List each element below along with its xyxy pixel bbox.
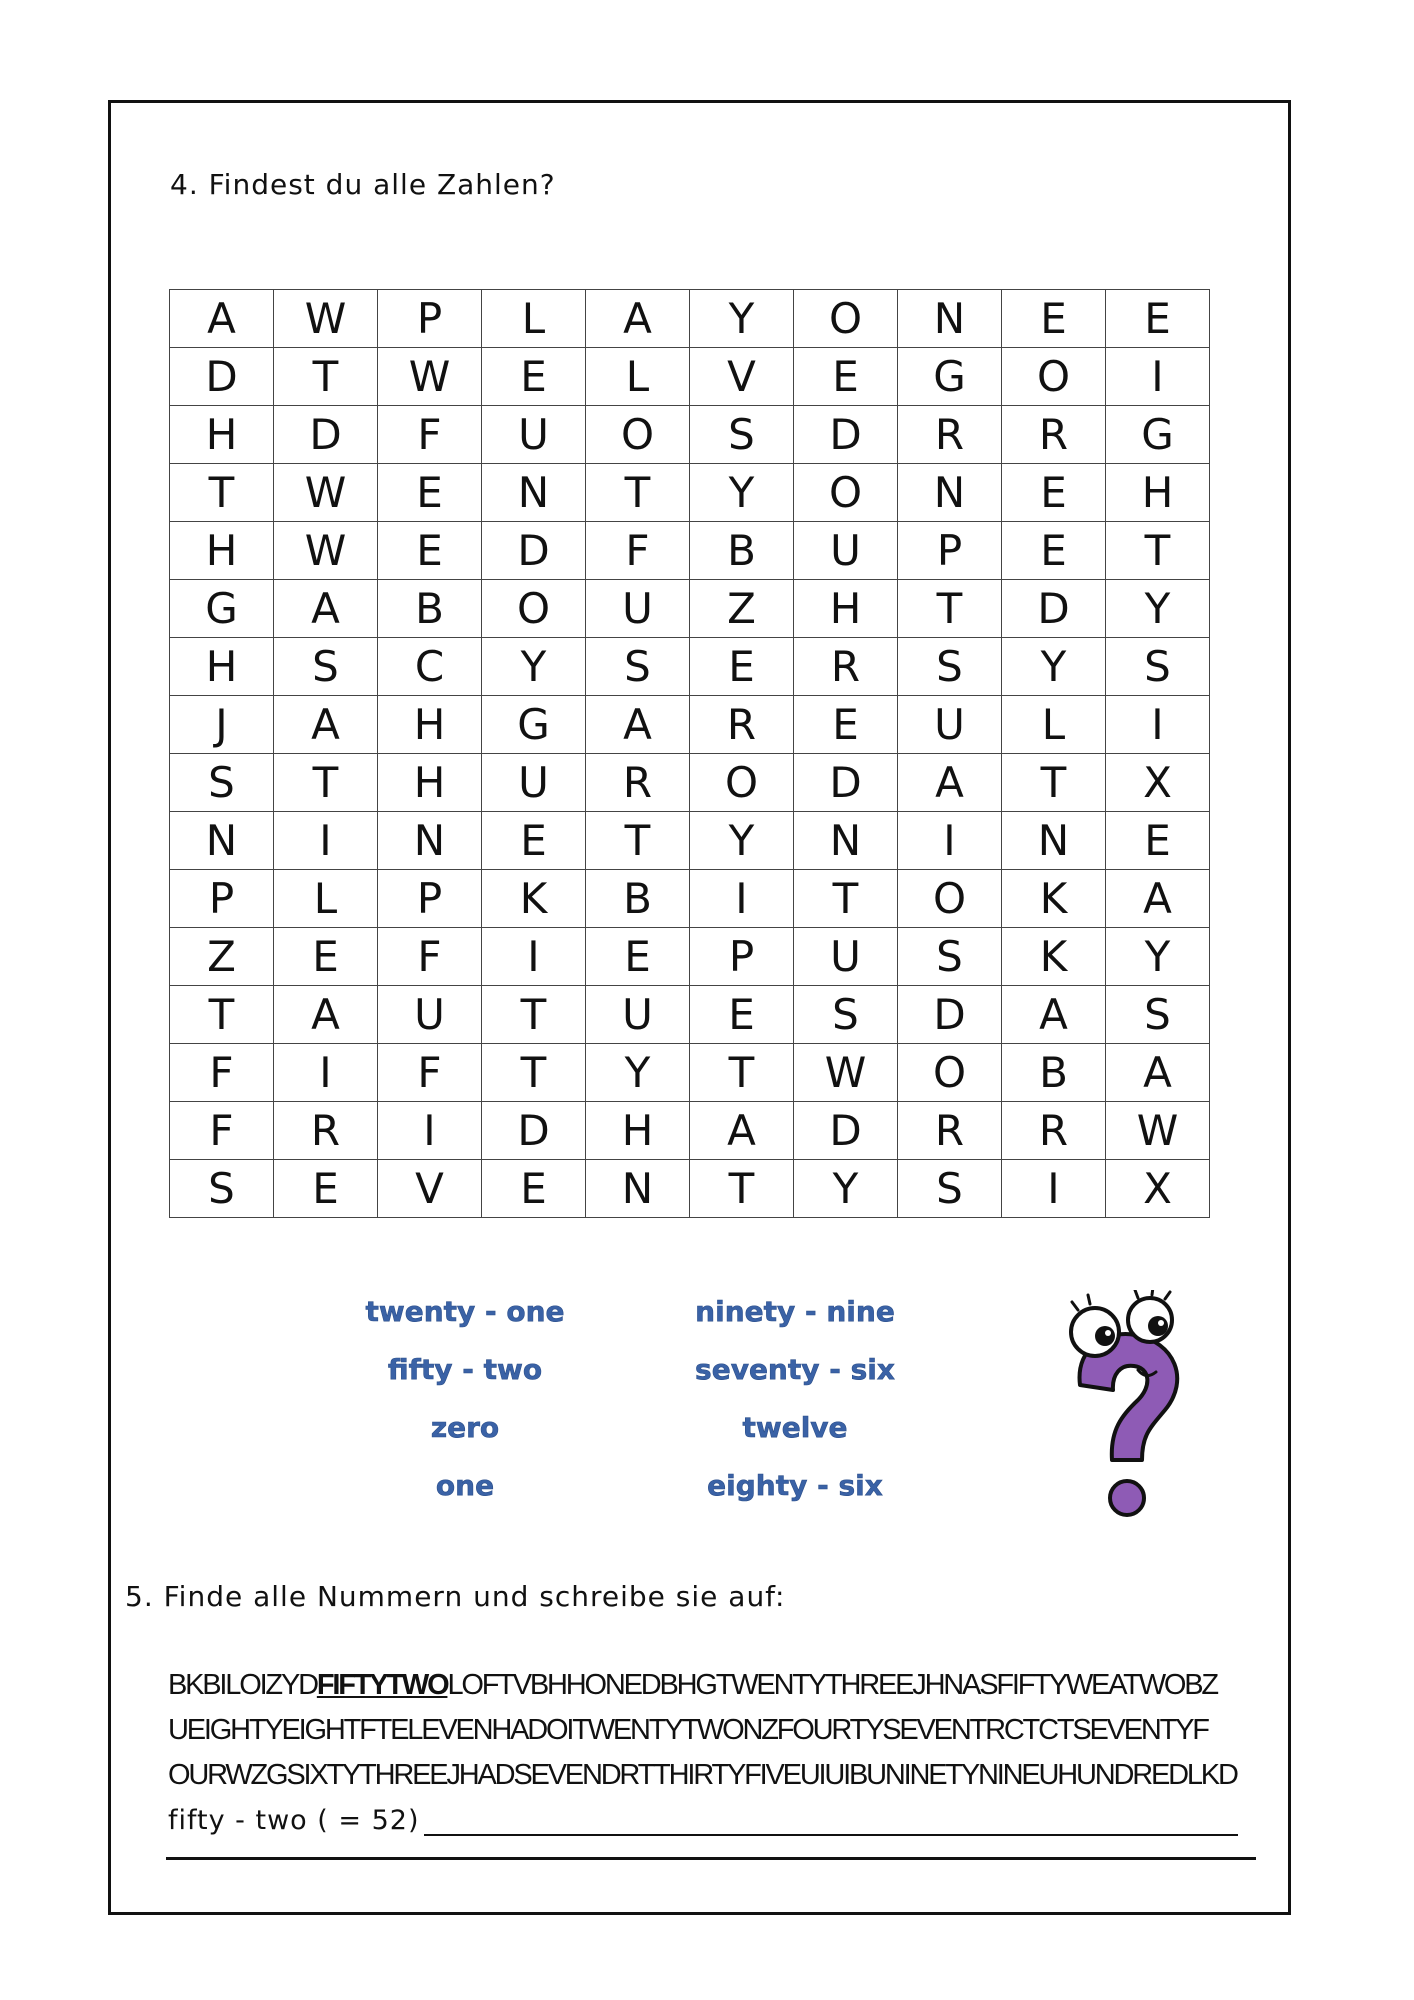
grid-cell[interactable]: N (482, 464, 586, 522)
grid-cell[interactable]: U (586, 986, 690, 1044)
grid-cell[interactable]: D (274, 406, 378, 464)
grid-cell[interactable]: R (690, 696, 794, 754)
grid-cell[interactable]: R (898, 1102, 1002, 1160)
grid-row (170, 754, 1210, 812)
grid-cell[interactable]: R (274, 1102, 378, 1160)
grid-cell[interactable]: T (274, 348, 378, 406)
word-list-right (665, 1283, 925, 1515)
grid-cell[interactable]: A (274, 696, 378, 754)
grid-cell[interactable]: T (794, 870, 898, 928)
grid-cell[interactable]: E (482, 812, 586, 870)
grid-cell[interactable]: E (274, 928, 378, 986)
grid-cell[interactable]: L (274, 870, 378, 928)
grid-cell[interactable]: A (586, 290, 690, 348)
grid-cell[interactable]: S (1106, 638, 1210, 696)
grid-cell[interactable]: G (482, 696, 586, 754)
grid-cell[interactable]: I (898, 812, 1002, 870)
grid-cell[interactable]: T (1002, 754, 1106, 812)
grid-cell[interactable]: E (1002, 290, 1106, 348)
grid-cell[interactable]: F (378, 406, 482, 464)
grid-cell[interactable]: T (482, 986, 586, 1044)
puzzle-line-2: UEIGHTYEIGHTFTELEVENHADOITWENTYTWONZFOURTYSEVENTRCTCTSEVENTYF (168, 1714, 1208, 1746)
grid-cell[interactable]: X (1106, 1160, 1210, 1218)
grid-row (170, 406, 1210, 464)
grid-cell[interactable]: T (482, 1044, 586, 1102)
grid-cell[interactable]: E (794, 348, 898, 406)
grid-cell[interactable]: Y (690, 464, 794, 522)
grid-cell[interactable]: F (586, 522, 690, 580)
grid-cell[interactable]: N (586, 1160, 690, 1218)
grid-cell[interactable]: F (378, 928, 482, 986)
grid-cell[interactable]: R (1002, 406, 1106, 464)
grid-cell[interactable]: O (690, 754, 794, 812)
grid-cell[interactable]: N (170, 812, 274, 870)
grid-cell[interactable]: H (170, 638, 274, 696)
grid-cell[interactable]: N (898, 290, 1002, 348)
grid-cell[interactable]: L (1002, 696, 1106, 754)
grid-row (170, 638, 1210, 696)
grid-cell[interactable]: Y (690, 290, 794, 348)
answer-blank[interactable] (424, 1804, 1239, 1836)
grid-cell[interactable]: A (1002, 986, 1106, 1044)
grid-cell[interactable]: V (690, 348, 794, 406)
grid-cell[interactable]: H (1106, 464, 1210, 522)
grid-cell[interactable]: R (1002, 1102, 1106, 1160)
grid-cell[interactable]: U (482, 406, 586, 464)
grid-cell[interactable]: I (1002, 1160, 1106, 1218)
grid-row (170, 348, 1210, 406)
grid-cell[interactable]: T (170, 986, 274, 1044)
grid-cell[interactable]: P (170, 870, 274, 928)
word-to-find: seventy - six (695, 1353, 895, 1386)
grid-cell[interactable]: N (1002, 812, 1106, 870)
grid-cell[interactable]: W (274, 290, 378, 348)
grid-cell[interactable]: P (898, 522, 1002, 580)
grid-row (170, 290, 1210, 348)
grid-row (170, 580, 1210, 638)
grid-cell[interactable]: E (586, 928, 690, 986)
grid-cell[interactable]: G (170, 580, 274, 638)
grid-cell[interactable]: E (690, 638, 794, 696)
grid-cell[interactable]: R (898, 406, 1002, 464)
grid-cell[interactable]: E (482, 1160, 586, 1218)
grid-cell[interactable]: L (586, 348, 690, 406)
grid-cell[interactable]: O (898, 1044, 1002, 1102)
grid-cell[interactable]: X (1106, 754, 1210, 812)
grid-cell[interactable]: T (586, 464, 690, 522)
task-4-title: 4. Findest du alle Zahlen? (170, 168, 556, 201)
grid-cell[interactable]: K (1002, 928, 1106, 986)
grid-cell[interactable]: D (794, 1102, 898, 1160)
word-list-left (335, 1283, 595, 1515)
grid-cell[interactable]: Y (1106, 580, 1210, 638)
grid-cell[interactable]: O (898, 870, 1002, 928)
grid-cell[interactable]: S (170, 1160, 274, 1218)
puzzle-line-1 (168, 1663, 1248, 1708)
grid-cell[interactable]: D (794, 406, 898, 464)
grid-cell[interactable]: E (690, 986, 794, 1044)
grid-cell[interactable]: O (794, 464, 898, 522)
grid-cell[interactable]: E (378, 464, 482, 522)
grid-cell[interactable]: P (378, 290, 482, 348)
grid-cell[interactable]: G (1106, 406, 1210, 464)
grid-cell[interactable]: R (586, 754, 690, 812)
grid-cell[interactable]: B (586, 870, 690, 928)
word-to-find: eighty - six (707, 1469, 883, 1502)
word-to-find: twelve (742, 1411, 848, 1444)
grid-cell[interactable]: Y (482, 638, 586, 696)
grid-cell[interactable]: Z (170, 928, 274, 986)
grid-cell[interactable]: D (170, 348, 274, 406)
grid-row (170, 986, 1210, 1044)
grid-cell[interactable]: N (378, 812, 482, 870)
grid-cell[interactable]: Y (1002, 638, 1106, 696)
grid-cell[interactable]: S (898, 638, 1002, 696)
grid-cell[interactable]: D (482, 522, 586, 580)
grid-row (170, 464, 1210, 522)
grid-cell[interactable]: A (274, 580, 378, 638)
grid-cell[interactable]: A (1106, 870, 1210, 928)
grid-cell[interactable]: H (170, 522, 274, 580)
grid-cell[interactable]: H (378, 696, 482, 754)
grid-cell[interactable]: U (794, 928, 898, 986)
grid-cell[interactable]: D (1002, 580, 1106, 638)
grid-cell[interactable]: T (898, 580, 1002, 638)
grid-cell[interactable]: A (274, 986, 378, 1044)
grid-cell[interactable]: O (1002, 348, 1106, 406)
grid-cell[interactable]: E (482, 348, 586, 406)
grid-cell[interactable]: T (690, 1160, 794, 1218)
grid-cell[interactable]: K (1002, 870, 1106, 928)
grid-cell[interactable]: F (378, 1044, 482, 1102)
grid-cell[interactable]: N (898, 464, 1002, 522)
grid-cell[interactable]: O (586, 406, 690, 464)
task-5-title: 5. Finde alle Nummern und schreibe sie auf: (125, 1580, 786, 1613)
grid-cell[interactable]: A (170, 290, 274, 348)
grid-row (170, 1160, 1210, 1218)
grid-cell[interactable]: W (1106, 1102, 1210, 1160)
grid-row (170, 522, 1210, 580)
grid-cell[interactable]: T (586, 812, 690, 870)
grid-cell[interactable]: G (898, 348, 1002, 406)
grid-cell[interactable]: I (274, 1044, 378, 1102)
grid-cell[interactable]: D (482, 1102, 586, 1160)
grid-cell[interactable]: S (586, 638, 690, 696)
highlighted-number-word: FIFTYTWO (316, 1669, 448, 1701)
word-to-find: one (435, 1469, 495, 1502)
grid-cell[interactable]: T (274, 754, 378, 812)
grid-cell[interactable]: E (378, 522, 482, 580)
grid-cell[interactable]: I (690, 870, 794, 928)
puzzle-line-1-start: BKBILOIZYD (168, 1669, 317, 1701)
word-to-find: zero (430, 1411, 500, 1444)
grid-cell[interactable]: S (898, 928, 1002, 986)
grid-cell[interactable]: R (794, 638, 898, 696)
word-to-find: twenty - one (365, 1295, 565, 1328)
grid-cell[interactable]: O (482, 580, 586, 638)
grid-cell[interactable]: W (274, 522, 378, 580)
grid-cell[interactable]: E (1002, 522, 1106, 580)
grid-row (170, 1102, 1210, 1160)
grid-cell[interactable]: C (378, 638, 482, 696)
grid-cell[interactable]: S (690, 406, 794, 464)
grid-cell[interactable]: S (274, 638, 378, 696)
grid-cell[interactable]: I (274, 812, 378, 870)
grid-cell[interactable]: E (1002, 464, 1106, 522)
grid-row (170, 1044, 1210, 1102)
grid-row (170, 696, 1210, 754)
grid-cell[interactable]: A (1106, 1044, 1210, 1102)
grid-cell[interactable]: I (482, 928, 586, 986)
grid-cell[interactable]: T (1106, 522, 1210, 580)
grid-cell[interactable]: O (794, 290, 898, 348)
grid-cell[interactable]: P (690, 928, 794, 986)
grid-row (170, 870, 1210, 928)
grid-cell[interactable]: A (586, 696, 690, 754)
grid-cell[interactable]: T (690, 1044, 794, 1102)
grid-cell[interactable]: A (690, 1102, 794, 1160)
grid-cell[interactable]: Y (794, 1160, 898, 1218)
grid-cell[interactable]: V (378, 1160, 482, 1218)
grid-cell[interactable]: H (794, 580, 898, 638)
grid-cell[interactable]: N (794, 812, 898, 870)
answer-line[interactable] (168, 1796, 1238, 1836)
grid-cell[interactable]: S (898, 1160, 1002, 1218)
puzzle-line-1-end: LOFTVBHHONEDBHGTWENTYTHREEJHNASFIFTYWEATWOBZ (447, 1669, 1217, 1701)
grid-cell[interactable]: U (482, 754, 586, 812)
grid-cell[interactable]: U (378, 986, 482, 1044)
grid-cell[interactable]: Z (690, 580, 794, 638)
word-to-find: fifty - two (387, 1353, 543, 1386)
example-answer: fifty - two ( = 52) (168, 1805, 420, 1836)
grid-cell[interactable]: B (378, 580, 482, 638)
grid-cell[interactable]: D (794, 754, 898, 812)
grid-cell[interactable]: Y (1106, 928, 1210, 986)
grid-cell[interactable]: J (170, 696, 274, 754)
grid-cell[interactable]: F (170, 1044, 274, 1102)
grid-cell[interactable]: E (794, 696, 898, 754)
question-mark-mascot-icon (1050, 1290, 1200, 1535)
grid-cell[interactable]: S (794, 986, 898, 1044)
grid-cell[interactable]: S (170, 754, 274, 812)
grid-cell[interactable]: E (1106, 290, 1210, 348)
letter-chain-puzzle (168, 1663, 1248, 1798)
grid-cell[interactable]: A (898, 754, 1002, 812)
grid-cell[interactable]: H (586, 1102, 690, 1160)
grid-cell[interactable]: K (482, 870, 586, 928)
grid-cell[interactable]: L (482, 290, 586, 348)
grid-cell[interactable]: B (1002, 1044, 1106, 1102)
puzzle-line-3: OURWZGSIXTYTHREEJHADSEVENDRTTHIRTYFIVEUIUIBUNINETYNINEUHUNDREDLKD (168, 1759, 1237, 1791)
grid-cell[interactable]: P (378, 870, 482, 928)
grid-cell[interactable]: F (170, 1102, 274, 1160)
grid-cell[interactable]: W (794, 1044, 898, 1102)
grid-cell[interactable]: U (794, 522, 898, 580)
grid-cell[interactable]: U (586, 580, 690, 638)
grid-cell[interactable]: Y (690, 812, 794, 870)
grid-cell[interactable]: B (690, 522, 794, 580)
grid-cell[interactable]: I (378, 1102, 482, 1160)
grid-cell[interactable]: E (1106, 812, 1210, 870)
grid-cell[interactable]: H (378, 754, 482, 812)
grid-cell[interactable]: S (1106, 986, 1210, 1044)
grid-row (170, 812, 1210, 870)
word-to-find: ninety - nine (695, 1295, 895, 1328)
word-search-grid (169, 289, 1210, 1218)
grid-cell[interactable]: W (378, 348, 482, 406)
grid-cell[interactable]: T (170, 464, 274, 522)
answer-line-2[interactable] (166, 1857, 1256, 1860)
grid-cell[interactable]: Y (586, 1044, 690, 1102)
grid-cell[interactable]: E (274, 1160, 378, 1218)
grid-cell[interactable]: I (1106, 696, 1210, 754)
grid-cell[interactable]: W (274, 464, 378, 522)
grid-cell[interactable]: I (1106, 348, 1210, 406)
grid-cell[interactable]: H (170, 406, 274, 464)
grid-row (170, 928, 1210, 986)
grid-cell[interactable]: D (898, 986, 1002, 1044)
grid-cell[interactable]: U (898, 696, 1002, 754)
